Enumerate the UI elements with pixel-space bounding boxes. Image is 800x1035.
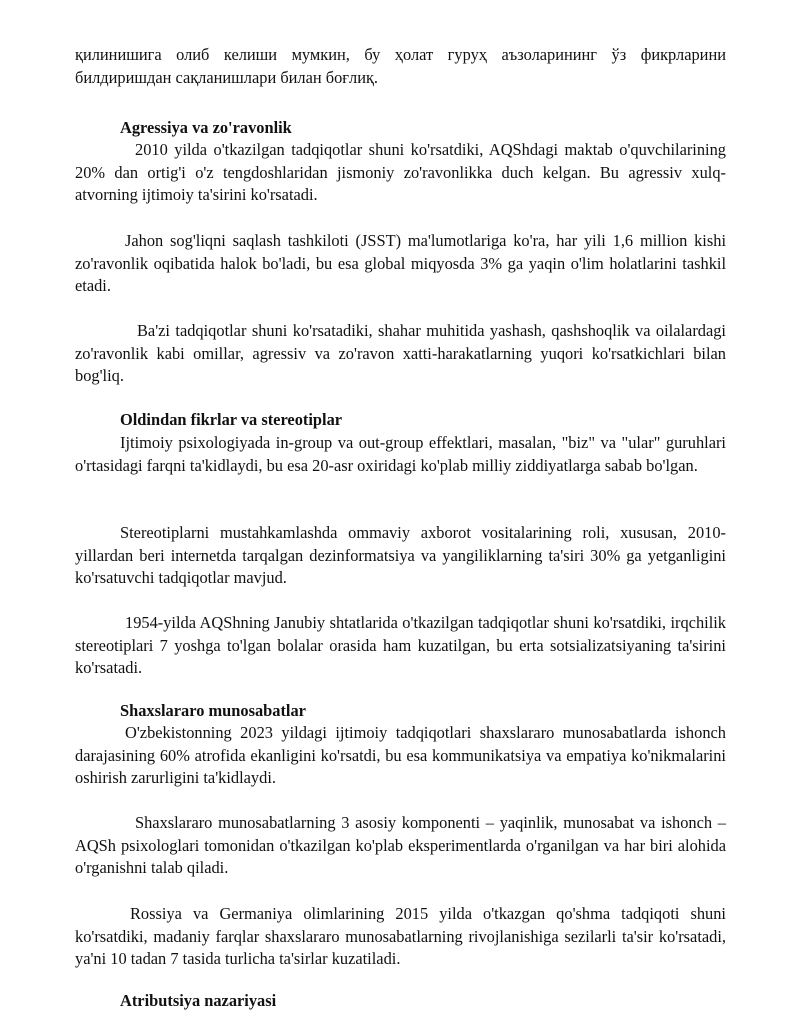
paragraph: Ijtimoiy psixologiyada in-group va out-group effektlari, masalan, "biz" va "ular" guruhlari o'rtasidagi farqni ta'kidlaydi, bu esa 20-asr oxiridagi ko'plab milliy ziddiyatlarga sabab bo'lgan. xyxy=(75,433,726,475)
section-heading-interpersonal: Shaxslararo munosabatlar xyxy=(120,701,306,720)
paragraph: O'zbekistonning 2023 yildagi ijtimoiy tadqiqotlari shaxslararo munosabatlarda ishonch darajasining 60% atrofida ekanligini ko'rsatdi, bu esa kommunikatsiya va empatiya ko'nikmalarini oshirish zarurligini ta'kidlaydi. xyxy=(75,723,726,788)
section-heading-attribution: Atributsiya nazariyasi xyxy=(120,991,277,1010)
paragraph: Rossiya va Germaniya olimlarining 2015 yilda o'tkazgan qo'shma tadqiqoti shuni ko'rsatdiki, madaniy farqlar shaxslararo munosabatlarning rivojlanishiga sezilarli ta'sir ko'rsatadi, ya'ni 10 tadan 7 tasida turlicha ta'sirlar kuzatiladi. xyxy=(75,904,726,969)
section-heading-stereotypes: Oldindan fikrlar va stereotiplar xyxy=(120,410,343,429)
paragraph: 2010 yilda o'tkazilgan tadqiqotlar shuni ko'rsatdiki, AQShdagi maktab o'quvchilarining 20% dan ortig'i o'z tengdoshlaridan jismoniy zo'ravonlikka duch kelgan. Bu agressiv xulq-atvorning ijtimoiy ta'sirini ko'rsatadi. xyxy=(75,140,726,205)
section-heading-aggression: Agressiya va zo'ravonlik xyxy=(120,118,292,137)
paragraph: 1954-yilda AQShning Janubiy shtatlarida o'tkazilgan tadqiqotlar shuni ko'rsatdiki, irqchilik stereotiplari 7 yoshga to'lgan bolalar orasida ham kuzatilgan, bu erta sotsializatsiyaning ta'sirini ko'rsatadi. xyxy=(75,613,726,678)
paragraph: Ba'zi tadqiqotlar shuni ko'rsatadiki, shahar muhitida yashash, qashshoqlik va oilalardagi zo'ravonlik kabi omillar, agressiv va zo'ravon xatti-harakatlarning yuqori ko'rsatkichlari bilan bog'liq. xyxy=(75,321,726,386)
intro-paragraph: қилинишига олиб келиши мумкин, бу ҳолат гуруҳ аъзоларининг ўз фикрларини билдиришдан сақланишлари билан боғлиқ. xyxy=(75,45,726,87)
paragraph: Jahon sog'liqni saqlash tashkiloti (JSST) ma'lumotlariga ko'ra, har yili 1,6 million kishi zo'ravonlik oqibatida halok bo'ladi, bu esa global miqyosda 3% ga yaqin o'lim holatlarini tashkil etadi. xyxy=(75,231,726,296)
paragraph: Stereotiplarni mustahkamlashda ommaviy axborot vositalarining roli, xususan, 2010-yillardan beri internetda tarqalgan dezinformatsiya va yangiliklarning ta'siri 30% ga yetganligini ko'rsatuvchi tadqiqotlar mavjud. xyxy=(75,523,726,588)
paragraph: Shaxslararo munosabatlarning 3 asosiy komponenti – yaqinlik, munosabat va ishonch – AQSh psixologlari tomonidan o'tkazilgan ko'plab eksperimentlarda o'rganilgan va har biri alohida o'rganishni talab qiladi. xyxy=(75,813,726,878)
